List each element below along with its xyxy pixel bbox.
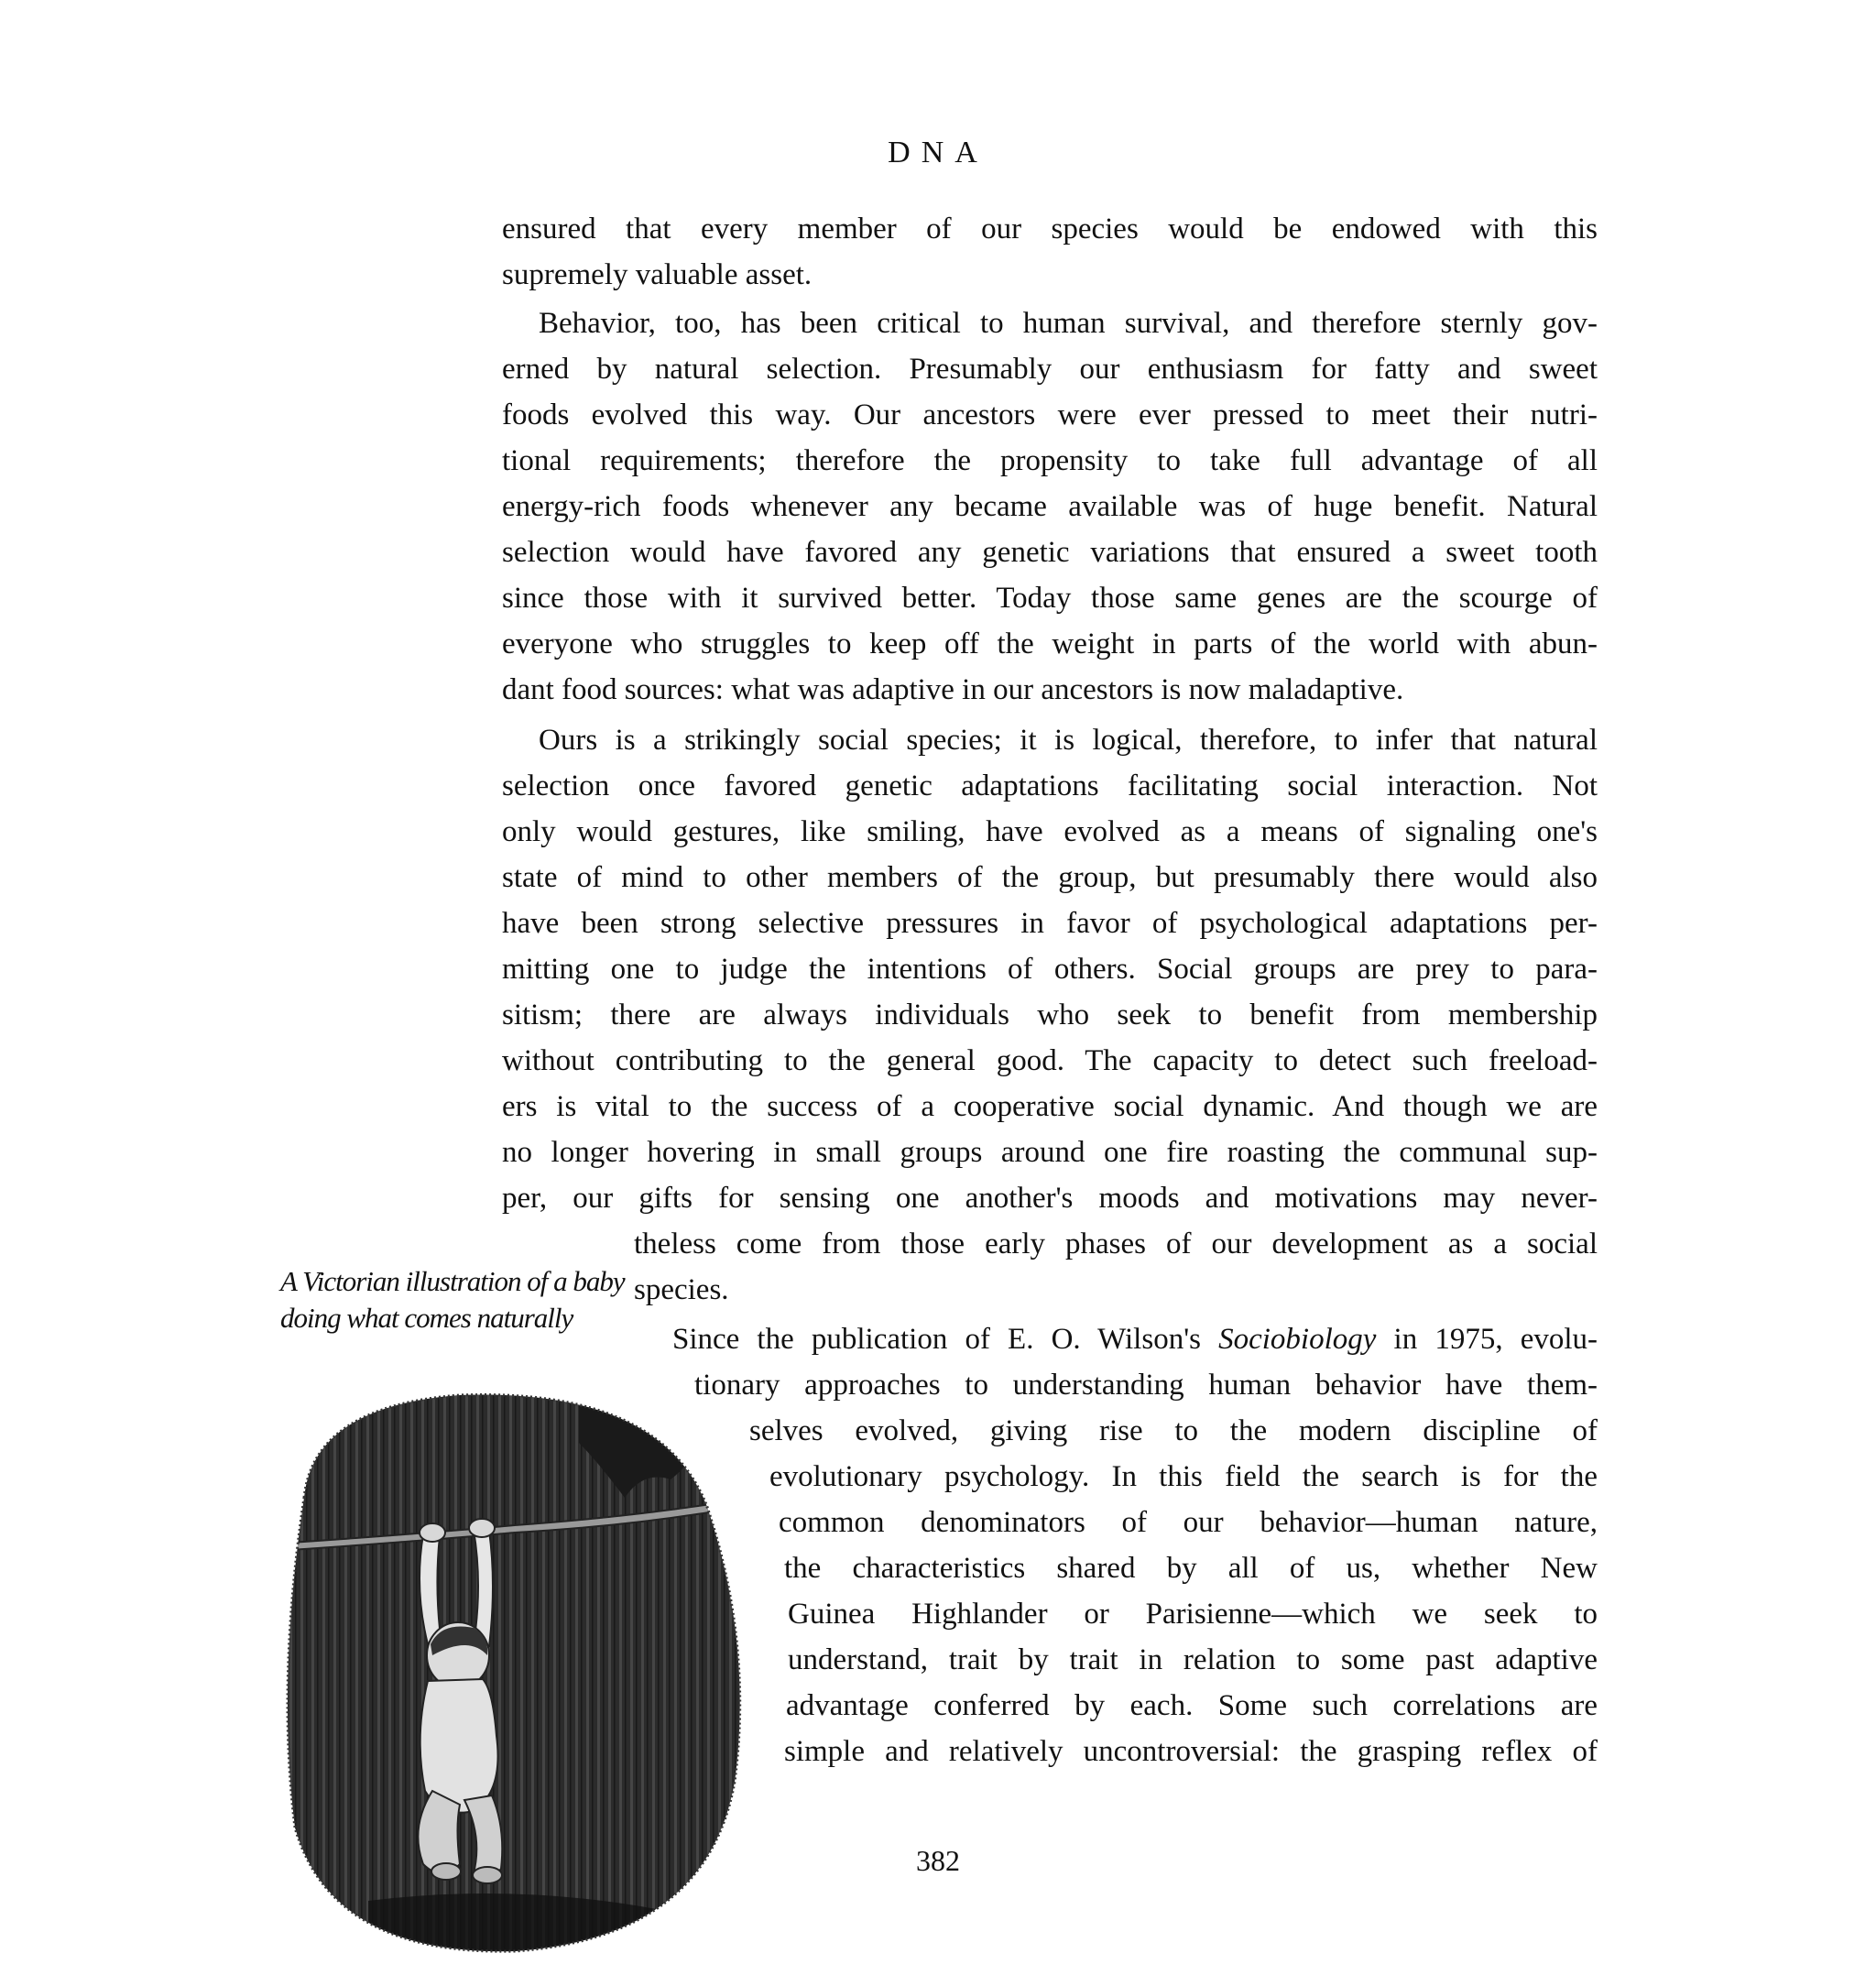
body-line: have been strong selective pressures in favor of psychological adaptations per- bbox=[502, 907, 1598, 940]
body-line: Guinea Highlander or Parisienne—which we seek to bbox=[788, 1598, 1598, 1631]
body-line: no longer hovering in small groups around one fire roasting the communal sup- bbox=[502, 1136, 1598, 1169]
body-line: ers is vital to the success of a cooperative social dynamic. And though we are bbox=[502, 1090, 1598, 1123]
body-line: the characteristics shared by all of us, whether New bbox=[784, 1552, 1598, 1585]
body-line: sitism; there are always individuals who seek to benefit from membership bbox=[502, 998, 1598, 1031]
figure-caption: A Victorian illustration of a baby doing what comes naturally bbox=[280, 1265, 625, 1334]
body-line: Ours is a strikingly social species; it is logical, therefore, to infer that natural bbox=[539, 724, 1598, 757]
body-line: understand, trait by trait in relation to some past adaptive bbox=[788, 1643, 1598, 1676]
body-line: selection once favored genetic adaptations facilitating social interaction. Not bbox=[502, 769, 1598, 802]
body-line: evolutionary psychology. In this field the search is for the bbox=[769, 1460, 1598, 1493]
book-title: Sociobiology bbox=[1218, 1323, 1377, 1356]
body-line: per, our gifts for sensing one another's moods and motivations may never- bbox=[502, 1182, 1598, 1215]
body-line: common denominators of our behavior—human nature, bbox=[779, 1506, 1598, 1539]
body-line: advantage conferred by each. Some such correlations are bbox=[786, 1689, 1598, 1722]
body-line: tionary approaches to understanding human behavior have them- bbox=[694, 1369, 1598, 1402]
body-line: everyone who struggles to keep off the weight in parts of the world with abun- bbox=[502, 627, 1598, 660]
body-line: Behavior, too, has been critical to human survival, and therefore sternly gov- bbox=[539, 307, 1598, 340]
body-line: since those with it survived better. Today those same genes are the scourge of bbox=[502, 582, 1598, 615]
body-line: species. bbox=[634, 1273, 729, 1306]
body-line: foods evolved this way. Our ancestors were ever pressed to meet their nutri- bbox=[502, 398, 1598, 431]
body-line: selection would have favored any genetic variations that ensured a sweet tooth bbox=[502, 536, 1598, 569]
body-line: supremely valuable asset. bbox=[502, 258, 813, 291]
body-line: ensured that every member of our species would be endowed with this bbox=[502, 213, 1598, 246]
body-line: tional requirements; therefore the propensity to take full advantage of all bbox=[502, 444, 1598, 477]
body-line: state of mind to other members of the group, but presumably there would also bbox=[502, 861, 1598, 894]
body-line: without contributing to the general good. The capacity to detect such freeload- bbox=[502, 1044, 1598, 1077]
running-head: DNA bbox=[888, 136, 988, 169]
body-line: theless come from those early phases of our development as a social bbox=[634, 1228, 1598, 1260]
body-line: only would gestures, like smiling, have evolved as a means of signaling one's bbox=[502, 815, 1598, 848]
body-line: erned by natural selection. Presumably our enthusiasm for fatty and sweet bbox=[502, 353, 1598, 386]
body-line: Since the publication of E. O. Wilson's Sociobiology in 1975, evolu- bbox=[672, 1323, 1598, 1356]
body-line: mitting one to judge the intentions of others. Social groups are prey to para- bbox=[502, 953, 1598, 986]
page-number: 382 bbox=[916, 1844, 960, 1877]
body-line: dant food sources: what was adaptive in our ancestors is now maladaptive. bbox=[502, 673, 1404, 706]
body-line: simple and relatively uncontroversial: the grasping reflex of bbox=[784, 1735, 1598, 1768]
body-line: selves evolved, giving rise to the modern discipline of bbox=[749, 1414, 1598, 1447]
body-line: energy-rich foods whenever any became available was of huge benefit. Natural bbox=[502, 490, 1598, 523]
